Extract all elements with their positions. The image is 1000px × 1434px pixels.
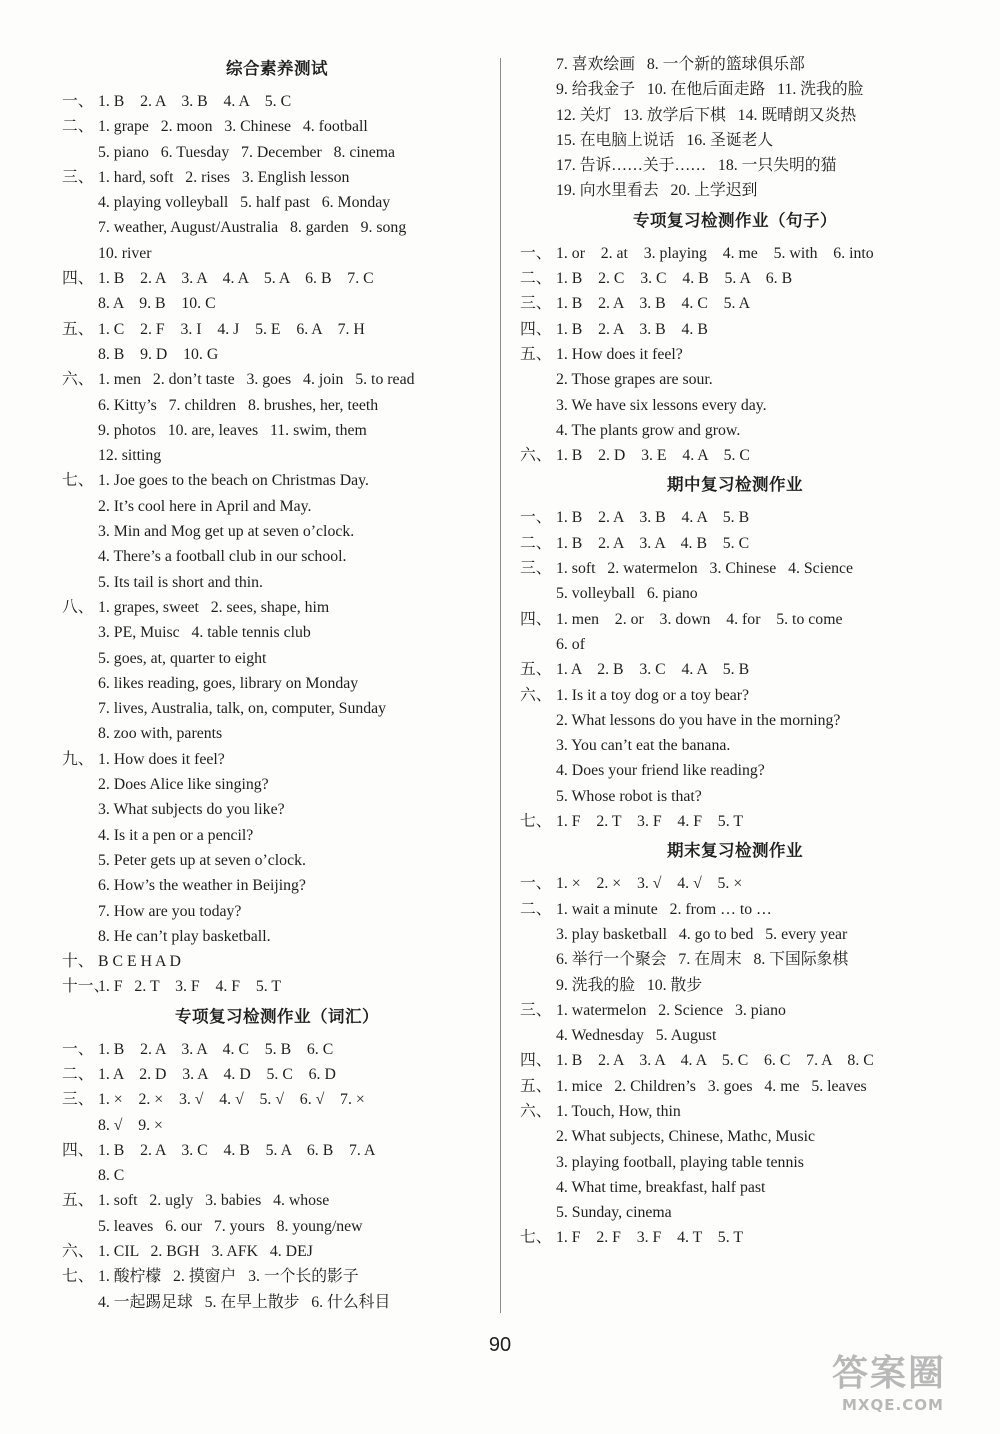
question-number: 三、 bbox=[520, 560, 552, 578]
answer-text: 1. A 2. B 3. C 4. A 5. B bbox=[556, 661, 750, 679]
column-divider bbox=[500, 58, 501, 1313]
answer-text: 1. hard, soft 2. rises 3. English lesson bbox=[98, 168, 350, 186]
answer-text: 2. What subjects, Chinese, Mathc, Music bbox=[556, 1128, 815, 1146]
answer-line bbox=[62, 393, 492, 418]
question-number: 五、 bbox=[62, 1192, 94, 1210]
question-number: 二、 bbox=[520, 270, 552, 288]
answer-line bbox=[520, 418, 950, 443]
answer-text: 1. A 2. D 3. A 4. D 5. C 6. D bbox=[98, 1065, 336, 1083]
answer-text: 3. play basketball 4. go to bed 5. every year bbox=[556, 925, 848, 943]
question-number: 六、 bbox=[62, 371, 94, 389]
answer-line bbox=[62, 1037, 492, 1062]
answer-line bbox=[62, 1062, 492, 1087]
answer-text: 8. √ 9. × bbox=[98, 1116, 163, 1134]
answer-line bbox=[62, 1087, 492, 1112]
answer-text: 1. B 2. A 3. A 4. C 5. B 6. C bbox=[98, 1040, 334, 1058]
answer-text: 8. He can’t play basketball. bbox=[98, 927, 271, 945]
answer-text: 4. 一起踢足球 5. 在早上散步 6. 什么科目 bbox=[98, 1293, 391, 1311]
question-number: 七、 bbox=[62, 472, 94, 490]
answer-line bbox=[62, 873, 492, 898]
watermark-url: MXQE.COM bbox=[842, 1396, 944, 1414]
answer-line bbox=[520, 241, 950, 266]
question-number: 二、 bbox=[520, 900, 552, 918]
answer-line bbox=[520, 871, 950, 896]
answer-text: 10. river bbox=[98, 244, 152, 262]
answer-text: 2. Those grapes are sour. bbox=[556, 371, 713, 389]
answer-line bbox=[520, 1023, 950, 1048]
answer-line bbox=[520, 1074, 950, 1099]
answer-line bbox=[62, 570, 492, 595]
answer-line bbox=[62, 1113, 492, 1138]
answer-text: 1. C 2. F 3. I 4. J 5. E 6. A 7. H bbox=[98, 320, 365, 338]
answer-line bbox=[520, 922, 950, 947]
question-number: 四、 bbox=[520, 610, 552, 628]
question-number: 六、 bbox=[520, 1102, 552, 1120]
answer-line bbox=[520, 1099, 950, 1124]
answer-text: 1. grape 2. moon 3. Chinese 4. football bbox=[98, 118, 368, 136]
answer-line bbox=[62, 317, 492, 342]
question-number: 五、 bbox=[62, 320, 94, 338]
answer-text: 5. volleyball 6. piano bbox=[556, 585, 698, 603]
question-number: 十一、 bbox=[62, 978, 110, 996]
answer-line bbox=[62, 1214, 492, 1239]
question-number: 五、 bbox=[520, 661, 552, 679]
answer-text: 4. Is it a pen or a pencil? bbox=[98, 826, 254, 844]
question-number: 四、 bbox=[62, 1141, 94, 1159]
answer-line bbox=[520, 947, 950, 972]
answer-text: 1. B 2. A 3. A 4. A 5. A 6. B 7. C bbox=[98, 270, 374, 288]
answer-text: 1. B 2. C 3. C 4. B 5. A 6. B bbox=[556, 270, 793, 288]
answer-text: 4. playing volleyball 5. half past 6. Monday bbox=[98, 194, 391, 212]
answer-text: B C E H A D bbox=[98, 953, 181, 971]
answer-text: 3. What subjects do you like? bbox=[98, 801, 285, 819]
answer-text: 8. A 9. B 10. C bbox=[98, 295, 216, 313]
answer-line bbox=[520, 1124, 950, 1149]
section-title: 专项复习检测作业（句子） bbox=[633, 210, 837, 230]
question-number: 七、 bbox=[520, 813, 552, 831]
answer-line bbox=[62, 797, 492, 822]
answer-line bbox=[520, 683, 950, 708]
question-number: 六、 bbox=[62, 1243, 94, 1261]
answer-text: 17. 告诉……关于…… 18. 一只失明的猫 bbox=[556, 157, 837, 175]
answer-line bbox=[62, 1138, 492, 1163]
answer-text: 1. soft 2. ugly 3. babies 4. whose bbox=[98, 1192, 330, 1210]
answer-text: 1. F 2. T 3. F 4. F 5. T bbox=[98, 978, 282, 996]
question-number: 五、 bbox=[520, 1077, 552, 1095]
answer-line bbox=[520, 632, 950, 657]
answer-text: 9. 给我金子 10. 在他后面走路 11. 洗我的脸 bbox=[556, 81, 864, 99]
answer-text: 2. Does Alice like singing? bbox=[98, 776, 269, 794]
answer-text: 2. It’s cool here in April and May. bbox=[98, 497, 312, 515]
answer-line bbox=[62, 696, 492, 721]
answer-text: 1. soft 2. watermelon 3. Chinese 4. Science bbox=[556, 560, 854, 578]
answer-text: 15. 在电脑上说话 16. 圣诞老人 bbox=[556, 131, 774, 149]
answer-text: 4. Does your friend like reading? bbox=[556, 762, 765, 780]
answer-text: 12. sitting bbox=[98, 447, 162, 465]
question-number: 十、 bbox=[62, 953, 94, 971]
answer-line bbox=[62, 823, 492, 848]
left-column bbox=[62, 52, 492, 1315]
answer-text: 19. 向水里看去 20. 上学迟到 bbox=[556, 182, 758, 200]
answer-line bbox=[520, 708, 950, 733]
answer-text: 1. F 2. F 3. F 4. T 5. T bbox=[556, 1229, 743, 1247]
answer-text: 1. B 2. A 3. B 4. A 5. B bbox=[556, 509, 750, 527]
answer-text: 1. wait a minute 2. from … to … bbox=[556, 900, 772, 918]
answer-line bbox=[62, 494, 492, 519]
answer-text: 7. lives, Australia, talk, on, computer, Sunday bbox=[98, 700, 387, 718]
answer-line bbox=[520, 1175, 950, 1200]
answer-text: 1. Is it a toy dog or a toy bear? bbox=[556, 686, 750, 704]
answer-line bbox=[520, 266, 950, 291]
section-title: 综合素养测试 bbox=[226, 59, 328, 78]
answer-line bbox=[520, 657, 950, 682]
answer-text: 8. B 9. D 10. G bbox=[98, 345, 219, 363]
answer-line bbox=[62, 924, 492, 949]
answer-line bbox=[520, 178, 950, 203]
question-number: 一、 bbox=[62, 93, 94, 110]
answer-text: 1. or 2. at 3. playing 4. me 5. with 6. into bbox=[556, 244, 874, 262]
answer-text: 8. C bbox=[98, 1167, 125, 1185]
answer-text: 5. goes, at, quarter to eight bbox=[98, 649, 267, 667]
answer-text: 12. 关灯 13. 放学后下棋 14. 既晴朗又炎热 bbox=[556, 106, 857, 124]
question-number: 二、 bbox=[62, 118, 94, 136]
answer-line bbox=[520, 77, 950, 102]
question-number: 三、 bbox=[62, 1091, 94, 1109]
answer-text: 1. B 2. A 3. A 4. A 5. C 6. C 7. A 8. C bbox=[556, 1052, 874, 1070]
answer-line bbox=[520, 1200, 950, 1225]
watermark-logo bbox=[832, 1352, 982, 1422]
answer-text: 7. How are you today? bbox=[98, 902, 242, 920]
section-title: 期中复习检测作业 bbox=[667, 475, 803, 495]
answer-line bbox=[520, 1225, 950, 1250]
question-number: 四、 bbox=[520, 320, 552, 338]
answer-line bbox=[520, 103, 950, 128]
question-number: 四、 bbox=[520, 1052, 552, 1070]
question-number: 二、 bbox=[520, 534, 552, 552]
answer-text: 6. How’s the weather in Beijing? bbox=[98, 877, 306, 895]
answer-text: 3. Min and Mog get up at seven o’clock. bbox=[98, 523, 355, 541]
answer-line bbox=[62, 949, 492, 974]
answer-text: 4. What time, breakfast, half past bbox=[556, 1178, 766, 1196]
question-number: 一、 bbox=[520, 509, 552, 527]
answer-line bbox=[62, 519, 492, 544]
question-number: 八、 bbox=[62, 598, 94, 616]
answer-text: 6. 举行一个聚会 7. 在周末 8. 下国际象棋 bbox=[556, 951, 849, 969]
answer-line bbox=[520, 153, 950, 178]
answer-line bbox=[62, 899, 492, 924]
answer-line bbox=[62, 266, 492, 291]
question-number: 二、 bbox=[62, 1065, 94, 1083]
answer-line bbox=[62, 1188, 492, 1213]
answer-text: 1. watermelon 2. Science 3. piano bbox=[556, 1001, 786, 1019]
answer-line bbox=[520, 128, 950, 153]
answer-text: 1. Joe goes to the beach on Christmas Day. bbox=[98, 472, 369, 490]
question-number: 一、 bbox=[62, 1040, 94, 1058]
answer-line bbox=[520, 317, 950, 342]
answer-line bbox=[520, 581, 950, 606]
question-number: 四、 bbox=[62, 270, 94, 288]
answer-text: 7. 喜欢绘画 8. 一个新的篮球俱乐部 bbox=[556, 56, 805, 73]
answer-line bbox=[62, 544, 492, 569]
answer-text: 4. Wednesday 5. August bbox=[556, 1027, 717, 1045]
answer-line bbox=[520, 393, 950, 418]
question-number: 六、 bbox=[520, 447, 552, 465]
answer-text: 1. men 2. or 3. down 4. for 5. to come bbox=[556, 610, 843, 628]
answer-line bbox=[520, 1048, 950, 1073]
answer-line bbox=[62, 721, 492, 746]
answer-text: 1. men 2. don’t taste 3. goes 4. join 5. to read bbox=[98, 371, 415, 389]
answer-text: 1. F 2. T 3. F 4. F 5. T bbox=[556, 813, 743, 831]
answer-line bbox=[520, 758, 950, 783]
answer-line bbox=[62, 190, 492, 215]
watermark-text: 答案圈 bbox=[832, 1353, 947, 1394]
page-number: 90 bbox=[488, 1334, 512, 1356]
answer-text: 1. B 2. A 3. A 4. B 5. C bbox=[556, 534, 750, 552]
question-number: 六、 bbox=[520, 686, 552, 704]
answer-line bbox=[520, 607, 950, 632]
answer-line bbox=[62, 89, 492, 114]
answer-text: 1. grapes, sweet 2. sees, shape, him bbox=[98, 598, 330, 616]
answer-text: 1. mice 2. Children’s 3. goes 4. me 5. leaves bbox=[556, 1077, 867, 1095]
answer-line bbox=[62, 418, 492, 443]
answer-line bbox=[520, 52, 950, 77]
answer-text: 3. We have six lessons every day. bbox=[556, 396, 767, 414]
answer-text: 1. CIL 2. BGH 3. AFK 4. DEJ bbox=[98, 1243, 313, 1261]
answer-line bbox=[62, 620, 492, 645]
answer-line bbox=[62, 241, 492, 266]
answer-line bbox=[520, 897, 950, 922]
question-number: 七、 bbox=[62, 1268, 94, 1286]
answer-line bbox=[62, 165, 492, 190]
question-number: 七、 bbox=[520, 1229, 552, 1247]
right-column bbox=[520, 52, 950, 1251]
answer-line bbox=[62, 140, 492, 165]
answer-line bbox=[62, 1290, 492, 1315]
answer-text: 1. B 2. D 3. E 4. A 5. C bbox=[556, 447, 750, 465]
answer-line bbox=[520, 556, 950, 581]
question-number: 一、 bbox=[520, 244, 552, 262]
answer-text: 9. photos 10. are, leaves 11. swim, them bbox=[98, 421, 367, 439]
answer-text: 1. 酸柠檬 2. 摸窗户 3. 一个长的影子 bbox=[98, 1268, 359, 1286]
answer-line bbox=[62, 342, 492, 367]
answer-text: 3. PE, Muisc 4. table tennis club bbox=[98, 624, 311, 642]
answer-text: 4. There’s a football club in our school. bbox=[98, 548, 347, 566]
answer-line bbox=[62, 443, 492, 468]
answer-line bbox=[520, 531, 950, 556]
answer-text: 5. Whose robot is that? bbox=[556, 787, 702, 805]
answer-text: 6. Kitty’s 7. children 8. brushes, her, teeth bbox=[98, 396, 379, 414]
answer-line bbox=[62, 595, 492, 620]
answer-text: 6. of bbox=[556, 635, 585, 653]
answer-line bbox=[520, 1150, 950, 1175]
question-number: 三、 bbox=[62, 168, 94, 186]
answer-text: 1. How does it feel? bbox=[556, 345, 683, 363]
answer-line bbox=[520, 733, 950, 758]
answer-line bbox=[520, 809, 950, 834]
answer-line bbox=[62, 747, 492, 772]
answer-text: 1. Touch, How, thin bbox=[556, 1102, 681, 1120]
answer-line bbox=[62, 367, 492, 392]
answer-line bbox=[520, 784, 950, 809]
answer-text: 6. likes reading, goes, library on Monday bbox=[98, 674, 359, 692]
answer-line bbox=[62, 1163, 492, 1188]
answer-line bbox=[62, 671, 492, 696]
answer-line bbox=[520, 998, 950, 1023]
answer-text: 9. 洗我的脸 10. 散步 bbox=[556, 976, 703, 994]
answer-text: 4. The plants grow and grow. bbox=[556, 421, 741, 439]
answer-line bbox=[62, 291, 492, 316]
answer-text: 1. B 2. A 3. B 4. B bbox=[556, 320, 708, 338]
answer-text: 1. × 2. × 3. √ 4. √ 5. × bbox=[556, 875, 743, 893]
answer-text: 1. How does it feel? bbox=[98, 750, 225, 768]
answer-text: 1. × 2. × 3. √ 4. √ 5. √ 6. √ 7. × bbox=[98, 1091, 365, 1109]
answer-text: 3. playing football, playing table tennis bbox=[556, 1153, 804, 1171]
question-number: 九、 bbox=[62, 750, 94, 768]
answer-line bbox=[520, 973, 950, 998]
question-number: 三、 bbox=[520, 1001, 552, 1019]
answer-line bbox=[62, 114, 492, 139]
section-title: 专项复习检测作业（词汇） bbox=[175, 1006, 379, 1026]
answer-line bbox=[62, 974, 492, 999]
answer-line bbox=[62, 468, 492, 493]
answer-line bbox=[62, 215, 492, 240]
answer-text: 8. zoo with, parents bbox=[98, 725, 223, 743]
answer-text: 5. leaves 6. our 7. yours 8. young/new bbox=[98, 1217, 363, 1235]
answer-line bbox=[520, 291, 950, 316]
answer-text: 1. B 2. A 3. C 4. B 5. A 6. B 7. A bbox=[98, 1141, 376, 1159]
answer-line bbox=[62, 1264, 492, 1289]
answer-line bbox=[62, 848, 492, 873]
answer-line bbox=[520, 367, 950, 392]
answer-text: 3. You can’t eat the banana. bbox=[556, 737, 731, 755]
answer-text: 5. Sunday, cinema bbox=[556, 1204, 672, 1222]
answer-line bbox=[520, 342, 950, 367]
question-number: 一、 bbox=[520, 875, 552, 893]
answer-line bbox=[62, 646, 492, 671]
answer-text: 5. piano 6. Tuesday 7. December 8. cinema bbox=[98, 143, 396, 161]
answer-text: 1. B 2. A 3. B 4. A 5. C bbox=[98, 93, 292, 110]
answer-line bbox=[520, 505, 950, 530]
answer-text: 7. weather, August/Australia 8. garden 9. song bbox=[98, 219, 407, 237]
answer-line bbox=[520, 443, 950, 468]
answer-text: 1. B 2. A 3. B 4. C 5. A bbox=[556, 295, 750, 313]
answer-line bbox=[62, 1239, 492, 1264]
answer-text: 5. Its tail is short and thin. bbox=[98, 573, 263, 591]
answer-line bbox=[62, 772, 492, 797]
question-number: 五、 bbox=[520, 345, 552, 363]
section-title: 期末复习检测作业 bbox=[667, 841, 803, 861]
question-number: 三、 bbox=[520, 295, 552, 313]
answer-text: 2. What lessons do you have in the morning? bbox=[556, 711, 841, 729]
answer-text: 5. Peter gets up at seven o’clock. bbox=[98, 851, 306, 869]
